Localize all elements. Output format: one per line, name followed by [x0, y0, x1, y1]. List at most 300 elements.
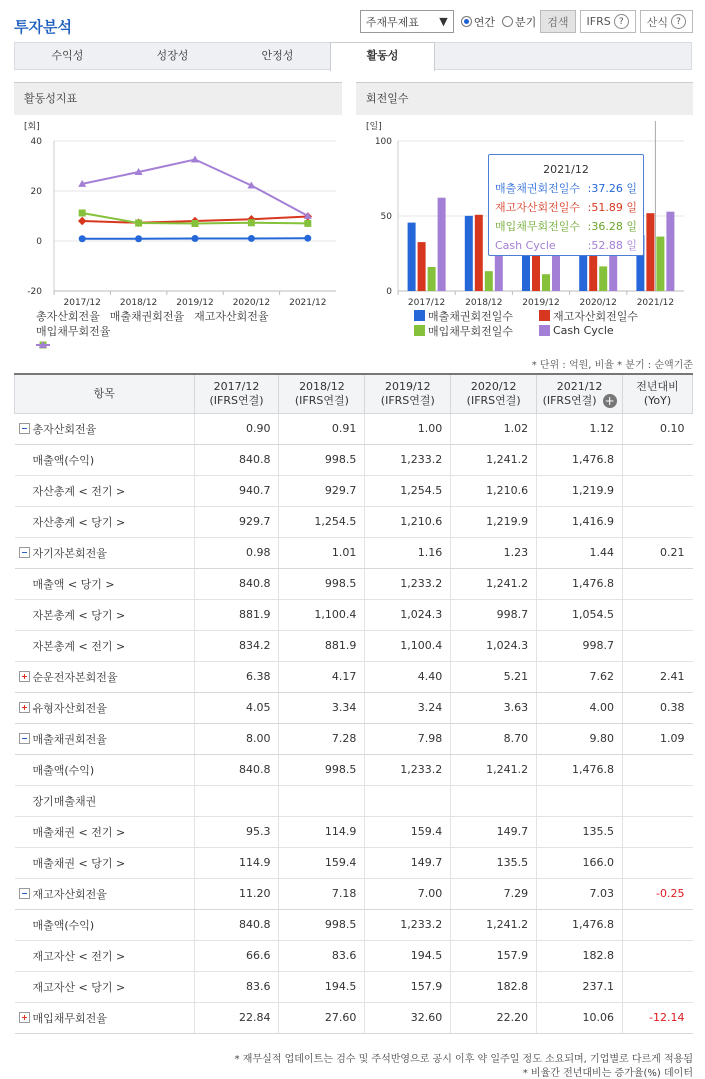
yoy-cell	[623, 630, 693, 661]
table-row	[15, 909, 693, 940]
table-cell: 940.7	[194, 475, 279, 506]
collapse-icon[interactable]	[19, 733, 30, 744]
row-label	[15, 785, 195, 816]
table-cell: 929.7	[279, 475, 365, 506]
legend-item[interactable]	[414, 323, 529, 339]
table-cell: 32.60	[365, 1002, 451, 1033]
legend-label: 재고자산회전일수	[553, 309, 639, 323]
bar[interactable]	[656, 237, 664, 291]
table-cell: 1,024.3	[365, 599, 451, 630]
data-point[interactable]	[248, 219, 255, 226]
header-sub-label: (IFRS연결)	[466, 393, 521, 407]
row-label-text: 유형자산회전율	[32, 701, 107, 715]
table-cell: 83.6	[279, 940, 365, 971]
table-row[interactable]	[15, 661, 693, 692]
legend-swatch-icon	[539, 310, 550, 321]
table-cell: 1.16	[365, 537, 451, 568]
table-cell: 1,254.5	[365, 475, 451, 506]
row-label-text: 매출채권회전율	[32, 732, 107, 746]
tooltip-row	[495, 179, 637, 198]
data-point[interactable]	[304, 235, 311, 242]
page-title: 투자분석	[14, 18, 72, 36]
header-period	[537, 374, 623, 413]
row-label-text: 자본총계 < 전기 >	[32, 639, 126, 653]
tooltip-value: :36.28 일	[587, 220, 637, 233]
table-cell: 1,241.2	[451, 568, 537, 599]
table-cell	[537, 785, 623, 816]
table-cell: 114.9	[279, 816, 365, 847]
table-cell: 157.9	[365, 971, 451, 1002]
ifrs-help-button[interactable]	[580, 10, 636, 33]
bar-chart-legend	[414, 308, 654, 338]
unit-note: * 단위 : 억원, 비율 * 분기 : 순액기준	[531, 360, 693, 371]
table-cell: 1.00	[365, 413, 451, 444]
table-cell: 834.2	[194, 630, 279, 661]
table-cell: 1.12	[537, 413, 623, 444]
header-sub-label: (IFRS연결)	[542, 393, 597, 407]
table-cell: 114.9	[194, 847, 279, 878]
table-row	[15, 816, 693, 847]
legend-label: Cash Cycle	[553, 324, 614, 337]
bar[interactable]	[408, 223, 416, 291]
row-label	[15, 537, 195, 568]
data-point[interactable]	[192, 235, 199, 242]
legend-label: 총자산회전율	[36, 309, 100, 323]
table-cell: 22.84	[194, 1002, 279, 1033]
tooltip-title: 2021/12	[543, 163, 589, 176]
x-tick-label: 2017/12	[407, 298, 446, 308]
tooltip-row	[495, 236, 637, 255]
activity-ratio-panel	[14, 82, 342, 338]
table-header-row	[15, 374, 693, 413]
radio-unchecked-icon	[502, 16, 513, 27]
row-label	[15, 847, 195, 878]
table-row	[15, 971, 693, 1002]
yoy-cell	[623, 785, 693, 816]
table-row	[15, 754, 693, 785]
table-cell: 27.60	[279, 1002, 365, 1033]
footnote-yoy: * 비율간 전년대비는 증가율(%) 데이터	[522, 1068, 693, 1079]
chevron-down-icon: ▼	[439, 15, 448, 28]
series-line	[82, 160, 308, 216]
legend-label: 매출채권회전율	[109, 309, 185, 323]
header-period	[623, 374, 693, 413]
y-tick-label: 20	[30, 187, 42, 197]
table-cell: 998.7	[451, 599, 537, 630]
y-tick-label: 100	[374, 137, 392, 147]
category-tabs	[14, 42, 692, 70]
legend-label: 매입채무회전일수	[428, 324, 514, 338]
tooltip-value: :51.89 일	[587, 201, 637, 214]
table-cell: 1,100.4	[365, 630, 451, 661]
header-period	[365, 374, 451, 413]
table-cell: 998.5	[279, 568, 365, 599]
legend-item[interactable]	[36, 323, 110, 339]
row-label	[15, 661, 195, 692]
header-label: 2021/12	[556, 379, 603, 393]
bar[interactable]	[666, 212, 674, 291]
tooltip-label: Cash Cycle	[495, 239, 556, 252]
radio-annual-label: 연간	[473, 15, 495, 29]
table-cell: 1,476.8	[537, 754, 623, 785]
table-cell: 840.8	[194, 754, 279, 785]
row-label	[15, 878, 195, 909]
table-row	[15, 630, 693, 661]
table-cell: 11.20	[194, 878, 279, 909]
data-point[interactable]	[79, 235, 86, 242]
data-point[interactable]	[78, 217, 86, 225]
table-cell: 1,024.3	[451, 630, 537, 661]
legend-item[interactable]	[110, 308, 184, 324]
x-tick-label: 2020/12	[579, 298, 617, 308]
row-label	[15, 475, 195, 506]
table-cell: 881.9	[194, 599, 279, 630]
row-label-text: 재고자산 < 전기 >	[32, 949, 126, 963]
table-cell: 4.17	[279, 661, 365, 692]
tooltip-value: :37.26 일	[587, 182, 637, 195]
table-cell: 7.28	[279, 723, 365, 754]
table-cell: 4.05	[194, 692, 279, 723]
tooltip-label: 재고자산회전일수	[495, 201, 581, 214]
table-cell: 929.7	[194, 506, 279, 537]
row-label-text: 매출채권 < 전기 >	[32, 825, 126, 839]
row-label	[15, 630, 195, 661]
table-row[interactable]	[15, 537, 693, 568]
legend-label: 재고자산회전율	[194, 309, 269, 323]
header-label: 2018/12	[299, 379, 345, 393]
line-chart-legend	[36, 308, 269, 338]
table-cell: 7.62	[537, 661, 623, 692]
row-label	[15, 692, 195, 723]
bar[interactable]	[438, 198, 446, 291]
y-tick-label: -20	[27, 287, 42, 297]
radio-quarter[interactable]	[502, 14, 536, 30]
yoy-cell	[623, 909, 693, 940]
table-cell: 7.00	[365, 878, 451, 909]
table-row[interactable]	[15, 878, 693, 909]
table-cell: 840.8	[194, 444, 279, 475]
row-label-text: 순운전자본회전율	[32, 670, 118, 684]
row-label-text: 장기매출채권	[32, 794, 97, 808]
legend-item[interactable]	[36, 308, 100, 324]
yoy-cell: -0.25	[623, 878, 693, 909]
table-cell: 1,416.9	[537, 506, 623, 537]
row-label	[15, 723, 195, 754]
header-label: 2017/12	[213, 379, 260, 393]
yoy-cell: 0.21	[623, 537, 693, 568]
yoy-cell: 1.09	[623, 723, 693, 754]
formula-help-button[interactable]	[640, 10, 693, 33]
data-point[interactable]	[135, 235, 142, 242]
table-cell: 1.01	[279, 537, 365, 568]
legend-item[interactable]	[194, 308, 268, 324]
yoy-cell	[623, 444, 693, 475]
table-cell: 0.91	[279, 413, 365, 444]
footnote-update: * 재무실적 업데이트는 검수 및 주석반영으로 공시 이후 약 일주일 정도 소요되며, 기업별로 다르게 적용됨	[234, 1054, 693, 1065]
table-cell: 881.9	[279, 630, 365, 661]
row-label-text: 총자산회전율	[32, 422, 97, 436]
table-cell: 1,054.5	[537, 599, 623, 630]
activity-line-chart	[14, 115, 342, 308]
table-cell: 1,233.2	[365, 444, 451, 475]
table-cell	[451, 785, 537, 816]
table-cell: 135.5	[451, 847, 537, 878]
legend-marker-icon	[36, 340, 50, 350]
table-cell: 840.8	[194, 909, 279, 940]
x-tick-label: 2021/12	[636, 298, 675, 308]
ifrs-label: IFRS	[586, 15, 611, 28]
yoy-cell	[623, 816, 693, 847]
tab-stability[interactable]: 안정성	[261, 49, 294, 62]
table-cell: 95.3	[194, 816, 279, 847]
row-label-text: 자기자본회전율	[32, 546, 107, 560]
bar[interactable]	[485, 271, 493, 291]
bar[interactable]	[646, 213, 654, 291]
formula-label: 산식	[646, 15, 668, 29]
table-row	[15, 940, 693, 971]
table-cell: 10.06	[537, 1002, 623, 1033]
table-cell: 83.6	[194, 971, 279, 1002]
row-label-text: 매출채권 < 당기 >	[32, 856, 126, 870]
row-label	[15, 599, 195, 630]
legend-label: 매출채권회전일수	[428, 309, 514, 323]
table-cell: 1,476.8	[537, 909, 623, 940]
table-row	[15, 568, 693, 599]
data-point[interactable]	[304, 220, 311, 227]
table-cell: 1,210.6	[451, 475, 537, 506]
help-icon: ?	[671, 14, 686, 29]
table-cell	[365, 785, 451, 816]
legend-label: 매입채무회전율	[36, 324, 111, 338]
yoy-cell	[623, 568, 693, 599]
table-cell: 194.5	[365, 940, 451, 971]
bar[interactable]	[465, 216, 473, 291]
legend-row	[36, 323, 269, 338]
bar[interactable]	[418, 242, 426, 291]
y-unit-label: [일]	[366, 122, 382, 132]
legend-item[interactable]	[414, 308, 529, 324]
table-cell: 7.03	[537, 878, 623, 909]
table-cell: 7.98	[365, 723, 451, 754]
table-cell: 3.63	[451, 692, 537, 723]
yoy-cell: 2.41	[623, 661, 693, 692]
table-cell: 1,219.9	[451, 506, 537, 537]
y-unit-label: [회]	[24, 122, 40, 132]
expand-icon[interactable]	[19, 671, 30, 682]
legend-swatch-icon	[539, 325, 550, 336]
header-label: 2019/12	[384, 379, 431, 393]
search-button-label: 검색	[547, 15, 569, 29]
yoy-cell	[623, 940, 693, 971]
legend-item[interactable]	[539, 308, 654, 324]
table-cell: 66.6	[194, 940, 279, 971]
header-label: 2020/12	[470, 379, 517, 393]
collapse-icon[interactable]	[19, 423, 30, 434]
collapse-icon[interactable]	[19, 888, 30, 899]
yoy-cell	[623, 506, 693, 537]
bar[interactable]	[542, 274, 550, 291]
bar[interactable]	[428, 267, 436, 291]
x-tick-label: 2021/12	[289, 298, 327, 308]
data-point[interactable]	[135, 220, 142, 227]
table-cell: 1,233.2	[365, 754, 451, 785]
table-cell: 4.40	[365, 661, 451, 692]
collapse-icon[interactable]	[19, 547, 30, 558]
table-cell: 4.00	[537, 692, 623, 723]
yoy-cell	[623, 475, 693, 506]
table-cell: 1,219.9	[537, 475, 623, 506]
data-point[interactable]	[79, 210, 86, 217]
row-label-text: 매출액(수익)	[32, 763, 95, 777]
table-cell: 998.5	[279, 754, 365, 785]
x-tick-label: 2020/12	[232, 298, 271, 308]
table-row	[15, 847, 693, 878]
row-label	[15, 909, 195, 940]
table-cell	[194, 785, 279, 816]
bar[interactable]	[599, 266, 607, 291]
row-label-text: 매입채무회전율	[32, 1011, 107, 1025]
table-cell: 194.5	[279, 971, 365, 1002]
table-row[interactable]	[15, 413, 693, 444]
table-cell: 5.21	[451, 661, 537, 692]
yoy-cell	[623, 754, 693, 785]
tooltip-label: 매입채무회전일수	[495, 220, 581, 233]
table-cell: 1,241.2	[451, 909, 537, 940]
row-label-text: 자산총계 < 전기 >	[32, 484, 126, 498]
row-label	[15, 971, 195, 1002]
x-tick-label: 2018/12	[119, 298, 158, 308]
table-cell: 1,100.4	[279, 599, 365, 630]
legend-swatch-icon	[414, 310, 425, 321]
y-tick-label: 50	[380, 212, 392, 222]
y-tick-label: 0	[36, 237, 42, 247]
data-point[interactable]	[191, 156, 199, 163]
activity-table	[14, 373, 693, 1034]
table-row	[15, 599, 693, 630]
table-row[interactable]	[15, 692, 693, 723]
legend-row	[414, 308, 654, 323]
table-cell: 182.8	[451, 971, 537, 1002]
table-cell: 1,254.5	[279, 506, 365, 537]
header-sub-label: (YoY)	[643, 393, 672, 407]
row-label	[15, 1002, 195, 1033]
table-cell: 6.38	[194, 661, 279, 692]
yoy-cell: -12.14	[623, 1002, 693, 1033]
toolbar	[360, 10, 693, 33]
x-tick-label: 2019/12	[176, 298, 214, 308]
table-row[interactable]	[15, 723, 693, 754]
bar[interactable]	[475, 215, 483, 291]
header-sub-label: (IFRS연결)	[294, 393, 349, 407]
table-body	[15, 413, 693, 1033]
turnover-days-title: 회전일수	[356, 83, 693, 115]
chart-tooltip	[488, 154, 644, 256]
statement-select[interactable]	[360, 10, 454, 33]
y-tick-label: 40	[30, 137, 42, 147]
table-cell: 7.29	[451, 878, 537, 909]
search-button[interactable]	[540, 10, 575, 33]
table-cell: 0.98	[194, 537, 279, 568]
table-cell: 9.80	[537, 723, 623, 754]
table-cell: 998.5	[279, 909, 365, 940]
header-label: 전년대비	[636, 379, 679, 393]
header-sub-label: (IFRS연결)	[209, 393, 264, 407]
header-label: 항목	[93, 386, 115, 400]
radio-annual[interactable]	[461, 14, 495, 30]
help-icon: ?	[614, 14, 629, 29]
table-cell: 22.20	[451, 1002, 537, 1033]
legend-item[interactable]	[539, 324, 654, 337]
table-cell: 1.23	[451, 537, 537, 568]
row-label-text: 자본총계 < 당기 >	[32, 608, 126, 622]
table-row	[15, 475, 693, 506]
table-row	[15, 444, 693, 475]
legend-swatch-icon	[414, 325, 425, 336]
table-cell: 1,233.2	[365, 909, 451, 940]
header-period	[279, 374, 365, 413]
table-cell: 182.8	[537, 940, 623, 971]
table-cell: 0.90	[194, 413, 279, 444]
table-row[interactable]	[15, 1002, 693, 1033]
row-label-text: 재고자산회전율	[32, 887, 107, 901]
row-label	[15, 568, 195, 599]
x-tick-label: 2017/12	[63, 298, 101, 308]
table-cell: 8.70	[451, 723, 537, 754]
row-label	[15, 754, 195, 785]
data-point[interactable]	[248, 235, 255, 242]
data-point[interactable]	[192, 220, 199, 227]
tab-growth[interactable]: 성장성	[156, 49, 189, 62]
table-cell: 8.00	[194, 723, 279, 754]
table-cell: 1,476.8	[537, 444, 623, 475]
table-cell: 998.7	[537, 630, 623, 661]
table-row	[15, 506, 693, 537]
x-tick-label: 2019/12	[522, 298, 560, 308]
add-column-icon[interactable]: +	[604, 393, 615, 408]
row-label-text: 재고자산 < 당기 >	[32, 980, 126, 994]
yoy-cell: 0.10	[623, 413, 693, 444]
row-label-text: 매출액 < 당기 >	[32, 577, 115, 591]
table-cell: 1.44	[537, 537, 623, 568]
yoy-cell: 0.38	[623, 692, 693, 723]
table-cell: 1,210.6	[365, 506, 451, 537]
row-label	[15, 506, 195, 537]
expand-icon[interactable]	[19, 702, 30, 713]
row-label	[15, 940, 195, 971]
y-tick-label: 0	[386, 287, 392, 297]
table-cell: 3.24	[365, 692, 451, 723]
table-cell: 7.18	[279, 878, 365, 909]
tooltip-label: 매출채권회전일수	[495, 182, 581, 195]
tab-profitability[interactable]: 수익성	[51, 49, 84, 62]
table-cell: 1,241.2	[451, 754, 537, 785]
activity-ratio-title: 활동성지표	[14, 83, 342, 115]
yoy-cell	[623, 599, 693, 630]
radio-quarter-label: 분기	[515, 15, 537, 29]
table-cell: 135.5	[537, 816, 623, 847]
row-label	[15, 444, 195, 475]
table-cell: 1.02	[451, 413, 537, 444]
tooltip-row	[495, 217, 637, 236]
header-period	[194, 374, 279, 413]
table-cell: 159.4	[279, 847, 365, 878]
table-cell: 159.4	[365, 816, 451, 847]
table-cell: 166.0	[537, 847, 623, 878]
tab-activity[interactable]: 활동성	[330, 42, 435, 71]
table-cell: 998.5	[279, 444, 365, 475]
expand-icon[interactable]	[19, 1012, 30, 1023]
row-label-text: 매출액(수익)	[32, 453, 95, 467]
